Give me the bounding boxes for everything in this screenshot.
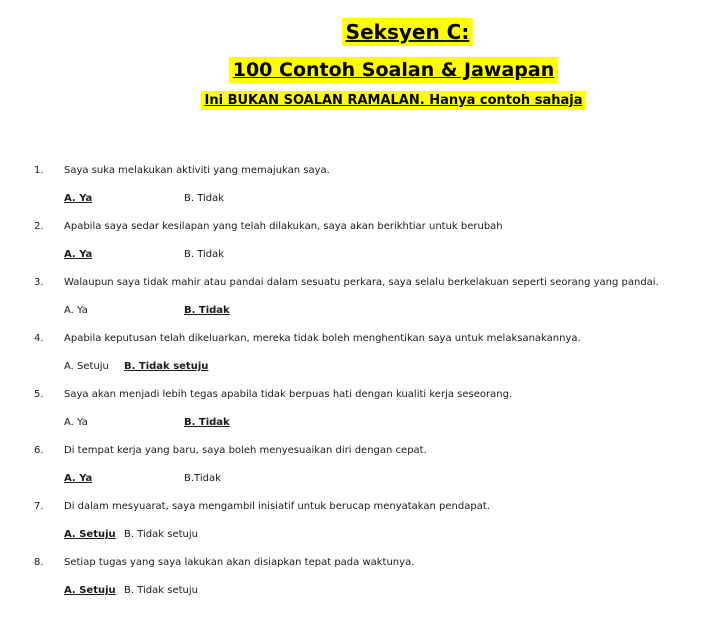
correct-answer-option: B. Tidak (184, 305, 230, 316)
question-text: Setiap tugas yang saya lakukan akan disiapkan tepat pada waktunya. (64, 557, 415, 568)
question-number: 4. (34, 333, 44, 344)
question-number: 8. (34, 557, 44, 568)
answer-option: A. Ya (64, 305, 88, 316)
question-text: Saya akan menjadi lebih tegas apabila tidak berpuas hati dengan kualiti kerja seseorang. (64, 389, 513, 400)
answer-option: B. Tidak setuju (124, 585, 198, 596)
answer-options (64, 473, 221, 484)
question-text: Saya suka melakukan aktiviti yang memajukan saya. (64, 165, 330, 176)
answer-options (64, 585, 198, 596)
correct-answer-option: A. Setuju (64, 529, 116, 540)
answer-option: B. Tidak setuju (124, 529, 198, 540)
disclaimer-note-text: Ini BUKAN SOALAN RAMALAN. Hanya contoh sahaja (201, 91, 587, 110)
question-text: Di dalam mesyuarat, saya mengambil inisiatif untuk berucap menyatakan pendapat. (64, 501, 490, 512)
page-title (34, 61, 719, 80)
question-number: 2. (34, 221, 44, 232)
correct-answer-option: A. Ya (64, 249, 93, 260)
disclaimer-note (34, 94, 719, 107)
answer-option: A. Ya (64, 417, 88, 428)
question-number: 7. (34, 501, 44, 512)
correct-answer-option: A. Setuju (64, 585, 116, 596)
answer-options (64, 305, 230, 316)
correct-answer-option: B. Tidak (184, 417, 230, 428)
answer-option: B. Tidak (184, 193, 225, 204)
question-text: Di tempat kerja yang baru, saya boleh menyesuaikan diri dengan cepat. (64, 445, 427, 456)
question-text: Apabila saya sedar kesilapan yang telah dilakukan, saya akan berikhtiar untuk berubah (64, 221, 503, 232)
page-title-text: 100 Contoh Soalan & Jawapan (229, 57, 559, 83)
correct-answer-option: A. Ya (64, 193, 93, 204)
answer-option: A. Setuju (64, 361, 109, 372)
answer-options (64, 249, 224, 260)
section-title (48, 22, 719, 42)
answer-options (64, 417, 230, 428)
answer-options (64, 529, 198, 540)
section-title-text: Seksyen C: (342, 18, 474, 46)
question-text: Apabila keputusan telah dikeluarkan, mereka tidak boleh menghentikan saya untuk melaksanakannya. (64, 333, 581, 344)
correct-answer-option: B. Tidak setuju (124, 361, 209, 372)
question-number: 3. (34, 277, 44, 288)
question-number: 1. (34, 165, 44, 176)
answer-option: B. Tidak (184, 249, 225, 260)
answer-option: B.Tidak (184, 473, 221, 484)
answer-options (64, 193, 224, 204)
question-number: 5. (34, 389, 44, 400)
correct-answer-option: A. Ya (64, 473, 93, 484)
question-number: 6. (34, 445, 44, 456)
question-text: Walaupun saya tidak mahir atau pandai dalam sesuatu perkara, saya selalu berkelakuan seperti seorang yang pandai. (64, 277, 659, 288)
answer-options (64, 361, 208, 372)
